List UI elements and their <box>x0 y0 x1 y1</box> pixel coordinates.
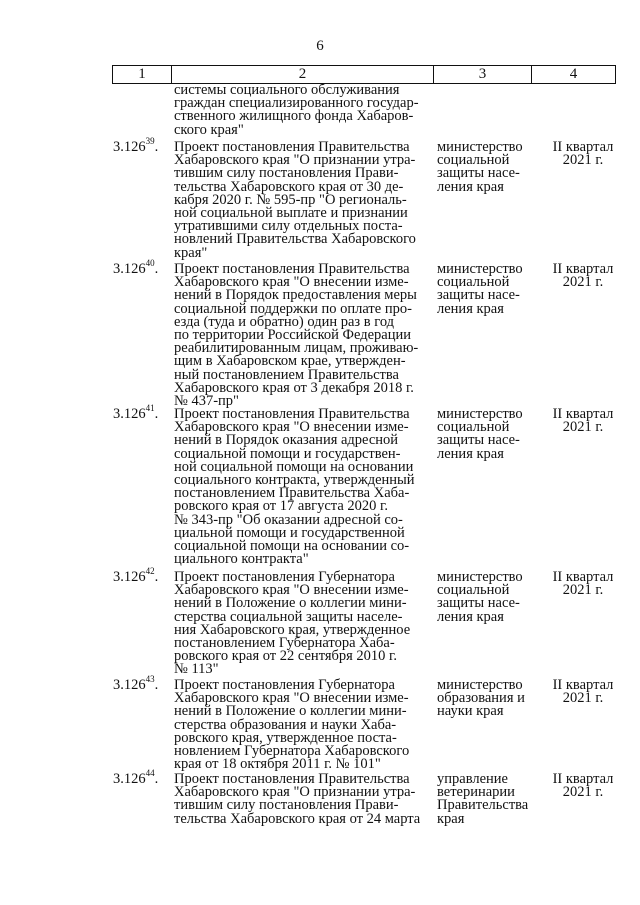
item-number: 3.126$^{44}$. <box>113 768 159 787</box>
header-col-2: 2 <box>171 66 433 83</box>
item-executor: министерство образования и науки края <box>437 677 525 720</box>
item-description: Проект постановления Правительства Хабаровского края "О внесении изме- нений в Порядок предоставления меры социальной поддержки по оплате про- езда (туда и обратно) один раз в год по территории Российской Федерации реабилитированным лицам, проживаю- щим в Хабаровском крае, утвержден- ный постановлением Правительства Хабаровского края от 3 декабря 2018 г. № 437-пр" <box>174 261 419 410</box>
item-term: II квартал 2021 г. <box>552 569 614 599</box>
item-term: II квартал 2021 г. <box>552 261 614 291</box>
item-executor: министерство социальной защиты насе- ления края <box>437 261 523 317</box>
item-executor: управление ветеринарии Правительства края <box>437 771 529 827</box>
item-executor: министерство социальной защиты насе- ления края <box>437 406 523 462</box>
item-term: II квартал 2021 г. <box>552 677 614 707</box>
item-description: Проект постановления Губернатора Хабаровского края "О внесении изме- нений в Положение о коллегии мини- стерства социальной защиты населе- ния Хабаровского края, утвержденное постановлением Губернатора Хаба- ровского края от 22 сентября 2010 г. № 113" <box>174 569 411 678</box>
item-description: Проект постановления Правительства Хабаровского края "О внесении изме- нений в Порядок оказания адресной социальной помощи и государствен- ной социальной помощи на основании социального контракта, утвержденный постановлением Правительства Хаба- ровского края от 17 августа 2020 г. № 343-пр "Об оказании адресной со- циальной помощи и государственной социальной помощи на основании со- циального контракта" <box>174 406 415 568</box>
item-number: 3.126$^{43}$. <box>113 674 159 693</box>
item-executor: министерство социальной защиты насе- ления края <box>437 139 523 195</box>
item-number: 3.126$^{42}$. <box>113 566 159 585</box>
item-number: 3.126$^{40}$. <box>113 258 159 277</box>
header-col-3: 3 <box>433 66 531 83</box>
continuation-text: системы социального обслуживания граждан специализированного государ- ственного жилищного фонда Хабаров- ского края" <box>174 82 419 138</box>
item-description: Проект постановления Правительства Хабаровского края "О признании утра- тившим силу постановления Прави- тельства Хабаровского края от 24 марта <box>174 771 421 827</box>
header-col-1: 1 <box>138 66 146 82</box>
item-description: Проект постановления Губернатора Хабаровского края "О внесении изме- нений в Положение о коллегии мини- стерства образования и науки Хаба- ровского края, утвержденное поста- новлением Губернатора Хабаровского края от 18 октября 2011 г. № 101" <box>174 677 410 773</box>
item-term: II квартал 2021 г. <box>552 406 614 436</box>
item-term: II квартал 2021 г. <box>552 139 614 169</box>
item-number: 3.126$^{39}$. <box>113 136 159 155</box>
item-executor: министерство социальной защиты насе- ления края <box>437 569 523 625</box>
item-number: 3.126$^{41}$. <box>113 403 159 422</box>
item-description: Проект постановления Правительства Хабаровского края "О признании утра- тившим силу постановления Прави- тельства Хабаровского края от 30 де- кабря 2020 г. № 595-пр "О региональ- ной социальной выплате и признании утратившими силу отдельных поста- новлений Правительства Хабаровского края" <box>174 139 416 261</box>
item-term: II квартал 2021 г. <box>552 771 614 801</box>
page-number: 6 <box>316 38 324 54</box>
header-col-4: 4 <box>531 66 615 83</box>
